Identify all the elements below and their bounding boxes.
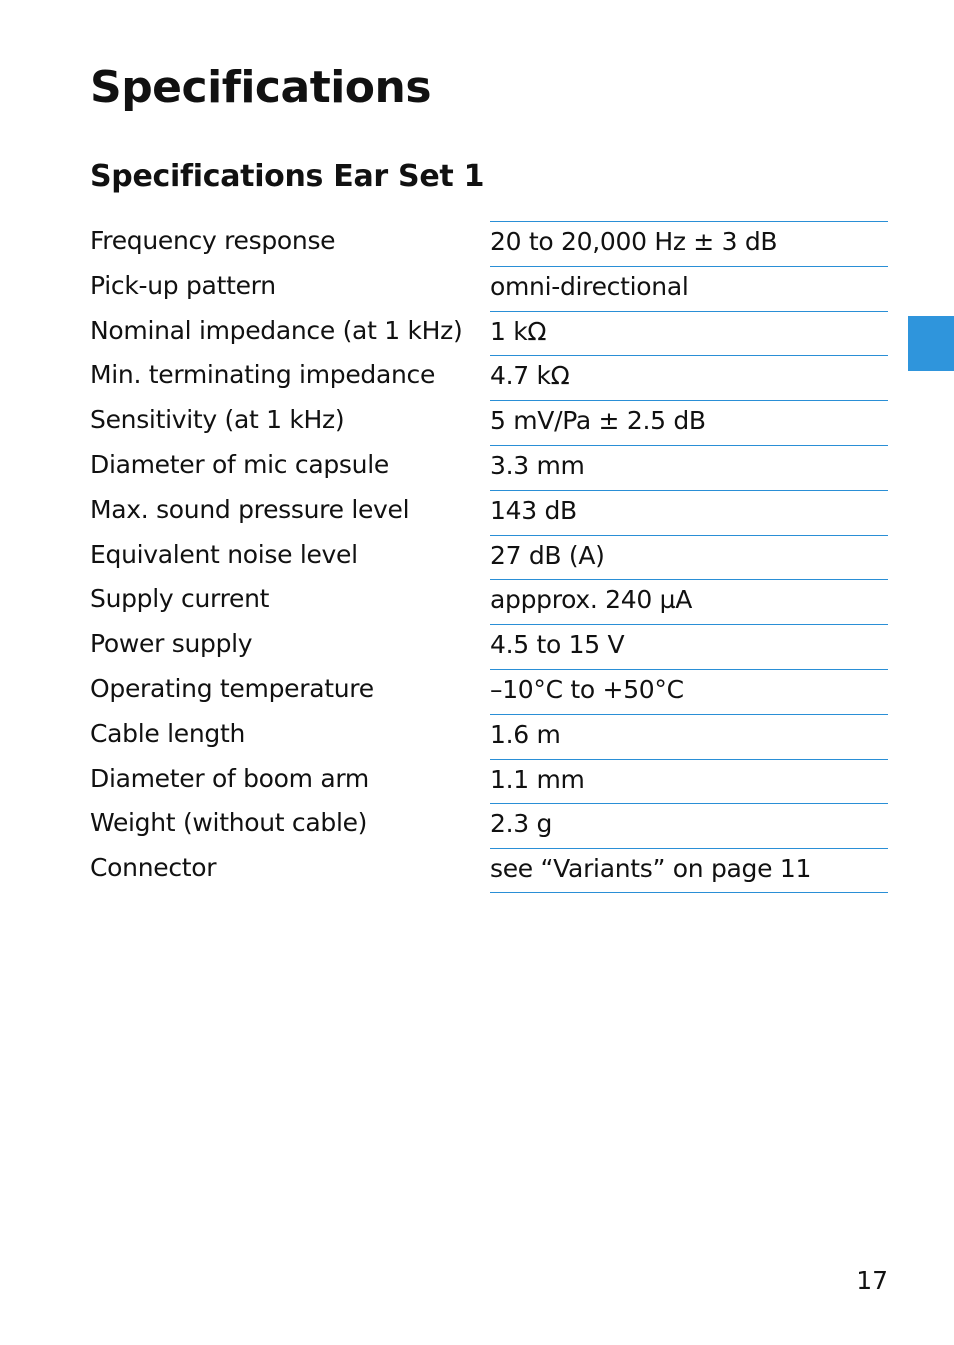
spec-row — [90, 445, 888, 490]
spec-row — [90, 848, 888, 893]
spec-value: 27 dB (A) — [490, 535, 888, 580]
section-title: Specifications Ear Set 1 — [90, 159, 485, 194]
spec-value: 1.6 m — [490, 714, 888, 759]
spec-row — [90, 803, 888, 848]
spec-row — [90, 266, 888, 311]
spec-label: Nominal impedance (at 1 kHz) — [90, 315, 463, 345]
spec-row — [90, 490, 888, 535]
spec-label: Power supply — [90, 629, 253, 659]
spec-label: Min. terminating impedance — [90, 360, 436, 390]
spec-value: omni-directional — [490, 266, 888, 311]
spec-value: 4.7 kΩ — [490, 355, 888, 400]
spec-label: Frequency response — [90, 226, 336, 255]
spec-row — [90, 355, 888, 400]
page-title: Specifications — [90, 62, 432, 113]
spec-label: Equivalent noise level — [90, 539, 358, 569]
spec-value: 143 dB — [490, 490, 888, 535]
spec-value: 3.3 mm — [490, 445, 888, 490]
spec-row — [90, 759, 888, 804]
spec-value: –10°C to +50°C — [490, 669, 888, 714]
spec-row — [90, 311, 888, 356]
spec-label: Connector — [90, 853, 217, 883]
spec-label: Operating temperature — [90, 673, 374, 703]
spec-label: Cable length — [90, 718, 246, 748]
chapter-tab-marker — [908, 316, 954, 371]
spec-row — [90, 535, 888, 580]
spec-value: 4.5 to 15 V — [490, 624, 888, 669]
spec-label: Diameter of boom arm — [90, 763, 369, 793]
spec-value: 5 mV/Pa ± 2.5 dB — [490, 400, 888, 445]
spec-value: see “Variants” on page 11 — [490, 848, 888, 893]
spec-label: Weight (without cable) — [90, 808, 368, 838]
spec-row — [90, 221, 888, 266]
spec-label: Supply current — [90, 584, 270, 614]
spec-row — [90, 669, 888, 714]
spec-value: 2.3 g — [490, 803, 888, 848]
spec-row — [90, 400, 888, 445]
spec-value: 20 to 20,000 Hz ± 3 dB — [490, 221, 888, 266]
spec-value: 1 kΩ — [490, 311, 888, 356]
spec-label: Sensitivity (at 1 kHz) — [90, 405, 345, 435]
page-number: 17 — [856, 1266, 888, 1295]
spec-value: 1.1 mm — [490, 759, 888, 804]
spec-row — [90, 579, 888, 624]
spec-value: appprox. 240 µA — [490, 579, 888, 624]
spec-label: Pick-up pattern — [90, 270, 276, 300]
spec-table — [90, 221, 888, 893]
spec-row — [90, 624, 888, 669]
spec-row — [90, 714, 888, 759]
spec-label: Diameter of mic capsule — [90, 449, 389, 479]
spec-label: Max. sound pressure level — [90, 494, 410, 524]
